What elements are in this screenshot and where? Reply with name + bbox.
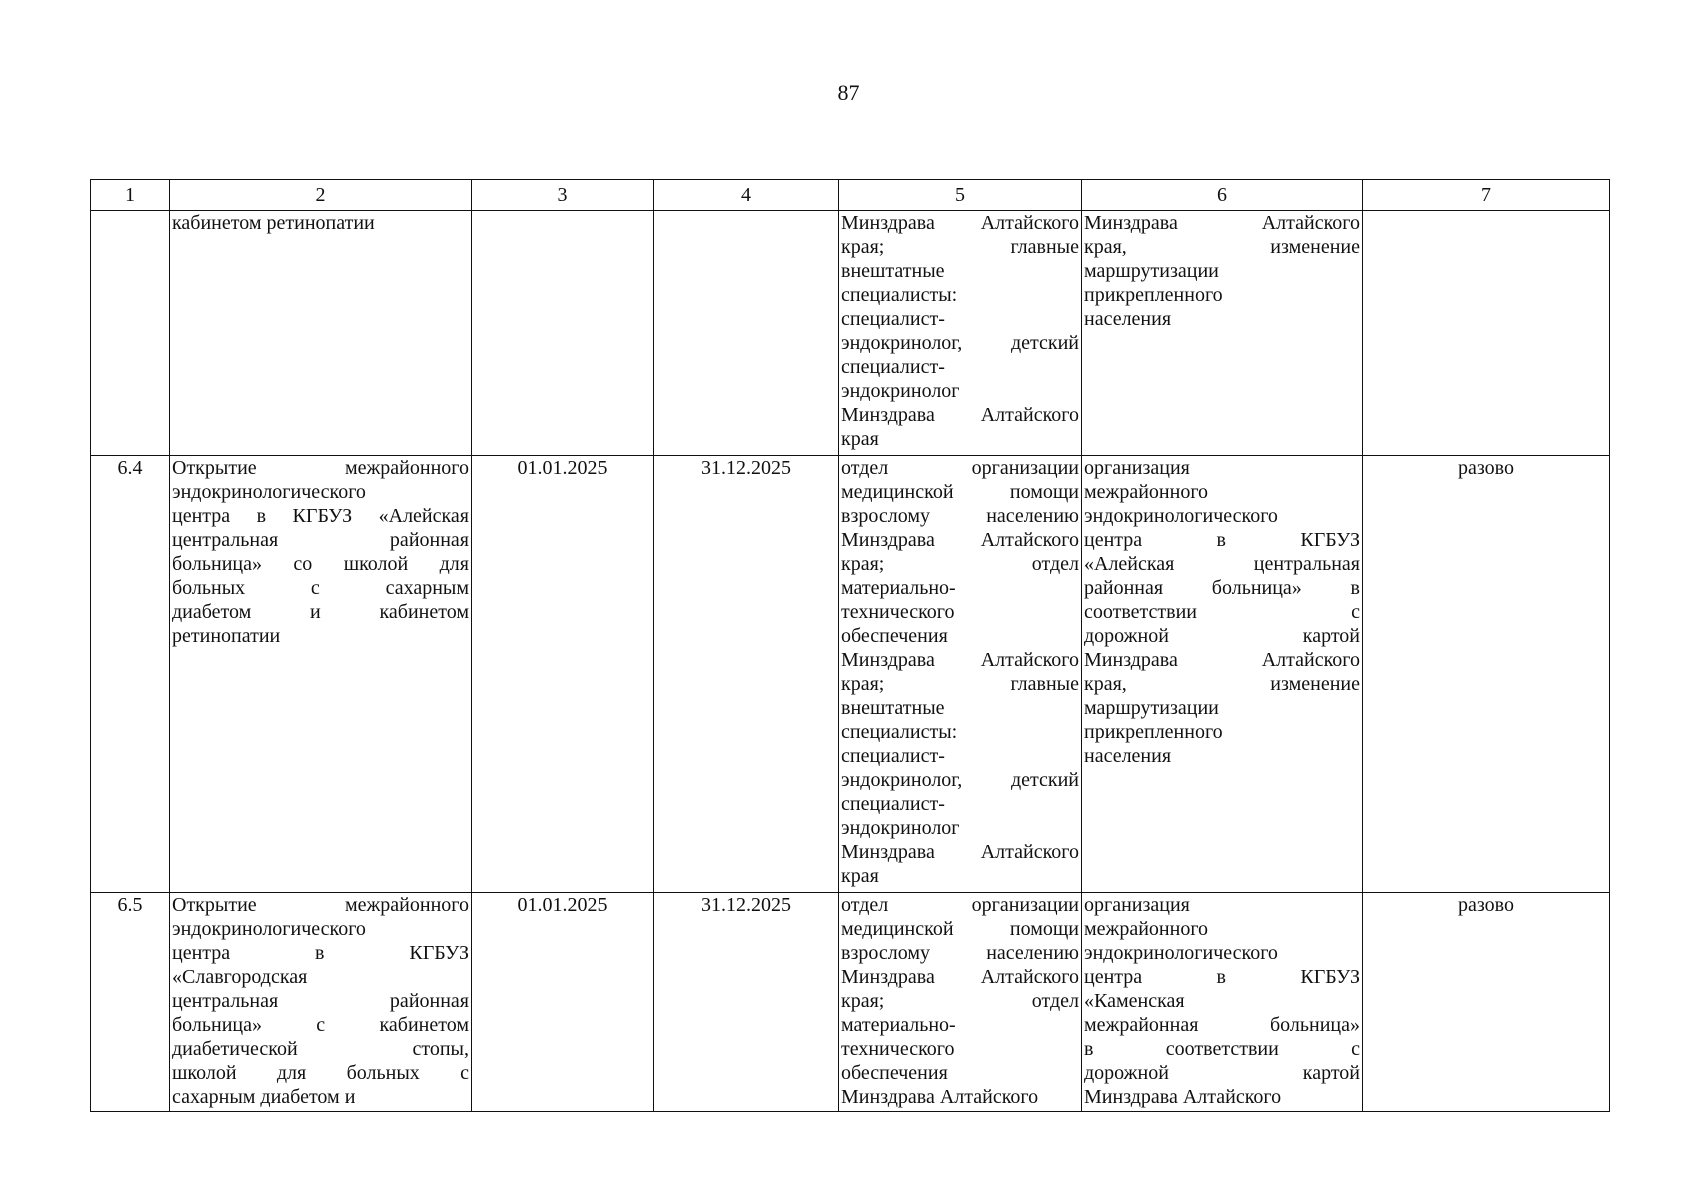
row-number-cell: 6.5 [91,893,170,1112]
cell-text-line: внештатные [841,697,945,719]
cell-text-line: организация [1084,457,1190,479]
column-header-5: 5 [839,180,1082,211]
cell-text-line: центра в КГБУЗ [1084,966,1360,988]
measure-name-cell [170,211,472,456]
cell-text-line: диабетом и кабинетом [172,601,469,623]
end-date-cell: 31.12.2025 [654,456,839,893]
start-date-cell: 01.01.2025 [472,893,654,1112]
page-number: 87 [837,80,860,105]
cell-text-line: прикрепленного [1084,284,1223,306]
cell-text-line: взрослому населению [841,942,1079,964]
start-date-cell [472,211,654,456]
cell-text-line: внештатные [841,260,945,282]
cell-text-line: технического [841,1038,955,1060]
cell-text-line: эндокринолог, детский [841,332,1079,354]
cell-text-line: Минздрава Алтайского [841,1086,1039,1108]
cell-text-line: дорожной картой [1084,1062,1360,1084]
cell-text-line: края [841,865,879,887]
column-header-2: 2 [170,180,472,211]
cell-text-line: края [841,428,879,450]
frequency-cell: разово [1363,893,1610,1112]
cell-text-line: медицинской помощи [841,481,1079,503]
cell-text-line: материально- [841,1014,956,1036]
cell-text-line: специалисты: [841,721,958,743]
cell-text-line: сахарным диабетом и [172,1086,356,1108]
cell-text-line: диабетической стопы, [172,1038,469,1060]
cell-text-line: медицинской помощи [841,918,1079,940]
cell-text-line: организация [1084,894,1190,916]
responsible-cell [839,211,1082,456]
measure-name-cell [170,456,472,893]
cell-text-line: специалист- [841,793,945,815]
cell-text-line: эндокринологического [172,918,366,940]
cell-text-line: Минздрава Алтайского [1084,649,1360,671]
cell-text-line: отдел организации [841,894,1079,916]
cell-text-line: «Каменская [1084,990,1185,1012]
cell-text-line: межрайонного [1084,918,1209,940]
cell-text-line: населения [1084,308,1172,330]
table-row [91,211,1610,456]
cell-text-line: центра в КГБУЗ [1084,529,1360,551]
cell-text-line: «Славгородская [172,966,308,988]
cell-text-line: прикрепленного [1084,721,1223,743]
cell-text-line: школой для больных с [172,1062,469,1084]
cell-text-line: специалист- [841,745,945,767]
cell-text-line: взрослому населению [841,505,1079,527]
cell-text-line: края; отдел [841,553,1079,575]
responsible-cell [839,456,1082,893]
cell-text-line: Открытие межрайонного [172,894,469,916]
column-header-6: 6 [1082,180,1363,211]
cell-text-line: Минздрава Алтайского [841,841,1079,863]
cell-text-line: эндокринолог [841,380,960,402]
cell-text-line: больница» с кабинетом [172,1014,469,1036]
cell-text-line: края; главные [841,236,1079,258]
cell-text-line: центральная районная [172,529,469,551]
measures-table [90,179,1610,1112]
column-header-1: 1 [91,180,170,211]
cell-text-line: края, изменение [1084,673,1360,695]
cell-text-line: «Алейская центральная [1084,553,1360,575]
column-header-4: 4 [654,180,839,211]
frequency-cell [1363,211,1610,456]
cell-text-line: Минздрава Алтайского [841,529,1079,551]
cell-text-line: специалисты: [841,284,958,306]
table-row [91,456,1610,893]
column-header-3: 3 [472,180,654,211]
cell-text-line: Минздрава Алтайского [841,404,1079,426]
cell-text-line: специалист- [841,356,945,378]
cell-text-line: эндокринологического [1084,505,1278,527]
result-cell [1082,211,1363,456]
cell-text-line: специалист- [841,308,945,330]
cell-text-line: отдел организации [841,457,1079,479]
cell-text-line: эндокринологического [1084,942,1278,964]
cell-text-line: обеспечения [841,1062,948,1084]
cell-text-line: районная больница» в [1084,577,1360,599]
cell-text-line: края, изменение [1084,236,1360,258]
column-header-7: 7 [1363,180,1610,211]
cell-text-line: Минздрава Алтайского [1084,212,1360,234]
result-cell [1082,893,1363,1112]
cell-text-line: Минздрава Алтайского [841,212,1079,234]
cell-text-line: эндокринологического [172,481,366,503]
cell-text-line: Открытие межрайонного [172,457,469,479]
end-date-cell: 31.12.2025 [654,893,839,1112]
cell-text-line: маршрутизации [1084,260,1219,282]
cell-text-line: материально- [841,577,956,599]
cell-text-line: края; отдел [841,990,1079,1012]
cell-text-line: населения [1084,745,1172,767]
cell-text-line: технического [841,601,955,623]
table-row [91,893,1610,1112]
cell-text-line: ретинопатии [172,625,281,647]
cell-text-line: центральная районная [172,990,469,1012]
frequency-cell: разово [1363,456,1610,893]
cell-text-line: эндокринолог, детский [841,769,1079,791]
cell-text-line: эндокринолог [841,817,960,839]
cell-text-line: центра в КГБУЗ «Алейская [172,505,469,527]
measure-name-cell [170,893,472,1112]
cell-text-line: Минздрава Алтайского [841,966,1079,988]
end-date-cell [654,211,839,456]
cell-text-line: Минздрава Алтайского [1084,1086,1282,1108]
cell-text-line: соответствии с [1084,601,1360,623]
start-date-cell: 01.01.2025 [472,456,654,893]
cell-text-line: центра в КГБУЗ [172,942,469,964]
cell-text-line: больных с сахарным [172,577,469,599]
cell-text-line: межрайонного [1084,481,1209,503]
row-number-cell [91,211,170,456]
cell-text-line: больница» со школой для [172,553,469,575]
cell-text-line: Минздрава Алтайского [841,649,1079,671]
cell-text-line: обеспечения [841,625,948,647]
table-header-row [91,180,1610,211]
responsible-cell [839,893,1082,1112]
cell-text-line: кабинетом ретинопатии [172,212,375,234]
cell-text-line: маршрутизации [1084,697,1219,719]
result-cell [1082,456,1363,893]
cell-text-line: межрайонная больница» [1084,1014,1360,1036]
cell-text-line: дорожной картой [1084,625,1360,647]
cell-text-line: в соответствии с [1084,1038,1360,1060]
row-number-cell: 6.4 [91,456,170,893]
cell-text-line: края; главные [841,673,1079,695]
